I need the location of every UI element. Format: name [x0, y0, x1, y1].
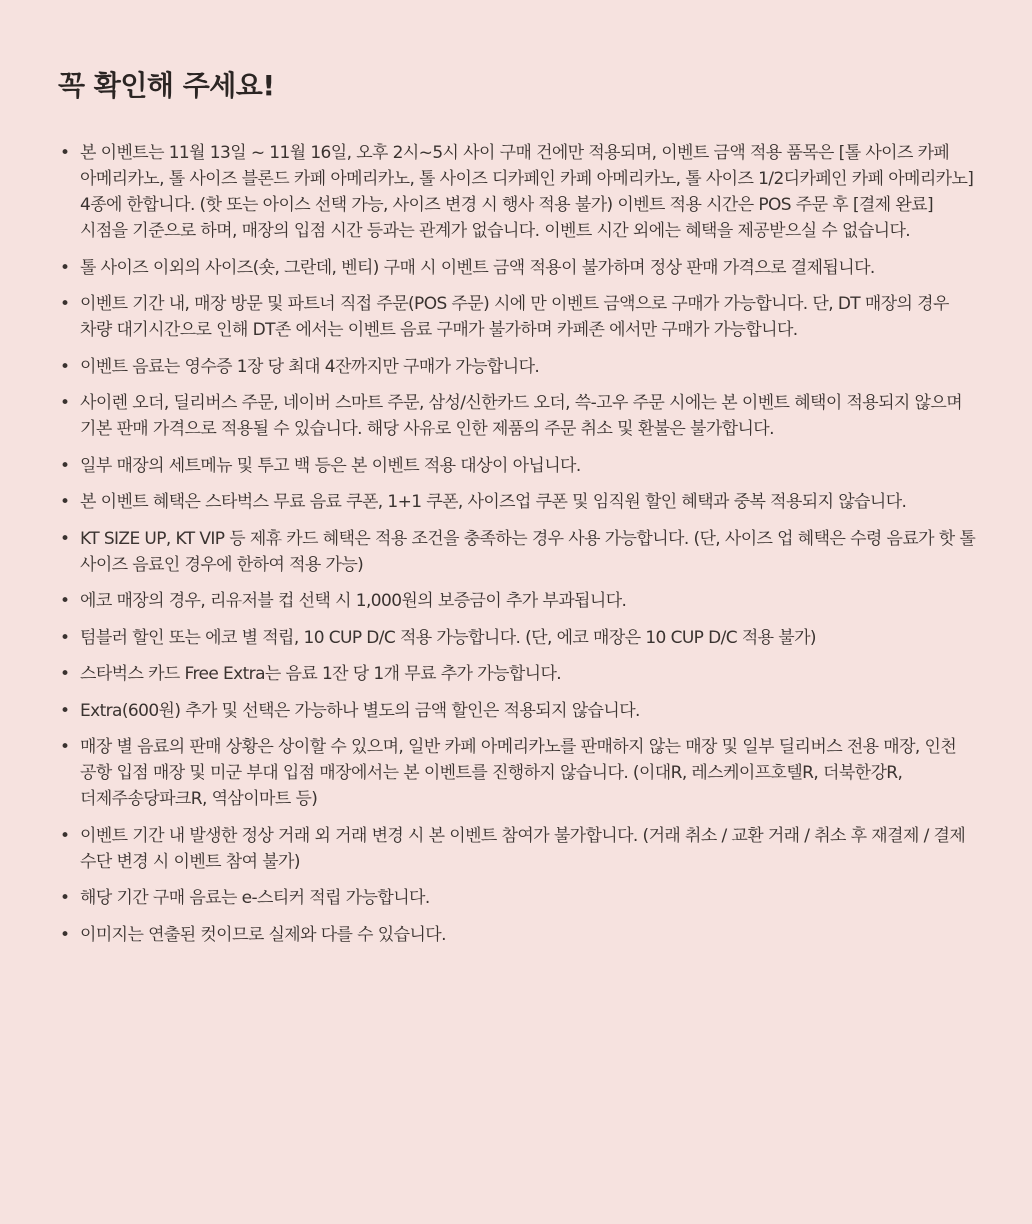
notice-item-text: KT SIZE UP, KT VIP 등 제휴 카드 혜택은 적용 조건을 충족하는 경우 사용 가능합니다. (단, 사이즈 업 혜택은 수령 음료가 핫 톨 사이즈 음료인 경우에 한하여 적용 가능): [80, 528, 976, 575]
notice-item: [58, 255, 982, 281]
bullet-icon: •: [60, 294, 70, 314]
notice-item-text: 텀블러 할인 또는 에코 별 적립, 10 CUP D/C 적용 가능합니다. (단, 에코 매장은 10 CUP D/C 적용 불가): [80, 627, 816, 648]
notice-item: [58, 661, 982, 687]
notice-item-text: 해당 기간 구매 음료는 e-스티커 적립 가능합니다.: [80, 888, 430, 908]
bullet-icon: •: [60, 143, 70, 163]
bullet-icon: •: [60, 700, 70, 721]
notice-item: [58, 922, 982, 948]
notice-item: [58, 734, 982, 812]
notice-item-text: 매장 별 음료의 판매 상황은 상이할 수 있으며, 일반 카페 아메리카노를 판매하지 않는 매장 및 일부 딜리버스 전용 매장, 인천 공항 입점 매장 및 미군 부대 입점 매장에서는 본 이벤트를 진행하지 않습니다. (이대R, 레스케이프호텔R, 더북한강R, 더제주송당파크R, 역삼이마트 등): [80, 737, 957, 809]
notice-item-text: Extra(600원) 추가 및 선택은 가능하나 별도의 금액 할인은 적용되지 않습니다.: [80, 700, 640, 721]
bullet-icon: •: [60, 492, 70, 512]
notice-item: [58, 291, 982, 343]
bullet-icon: •: [60, 356, 70, 377]
bullet-icon: •: [60, 924, 70, 945]
notice-item-text: 일부 매장의 세트메뉴 및 투고 백 등은 본 이벤트 적용 대상이 아닙니다.: [80, 455, 581, 476]
bullet-icon: •: [60, 528, 70, 549]
notice-item-text: 이벤트 음료는 영수증 1장 당 최대 4잔까지만 구매가 가능합니다.: [80, 356, 540, 377]
notice-item: [58, 453, 982, 479]
notice-item: [58, 489, 982, 515]
notice-item: [58, 698, 982, 724]
notice-item: [58, 140, 982, 244]
bullet-icon: •: [60, 825, 70, 846]
notice-item: [58, 526, 982, 578]
bullet-icon: •: [60, 664, 70, 684]
notice-item-text: 이미지는 연출된 컷이므로 실제와 다를 수 있습니다.: [80, 924, 446, 945]
notice-item-text: 에코 매장의 경우, 리유저블 컵 선택 시 1,000원의 보증금이 추가 부과됩니다.: [80, 591, 627, 611]
bullet-icon: •: [60, 257, 70, 278]
notice-item: [58, 588, 982, 614]
notice-item: [58, 823, 982, 875]
notice-item-text: 사이렌 오더, 딜리버스 주문, 네이버 스마트 주문, 삼성/신한카드 오더, 쓱-고우 주문 시에는 본 이벤트 혜택이 적용되지 않으며 기본 판매 가격으로 적용될 수 있습니다. 해당 사유로 인한 제품의 주문 취소 및 환불은 불가합니다.: [80, 393, 963, 439]
notice-item: [58, 885, 982, 911]
notice-item-text: 톨 사이즈 이외의 사이즈(숏, 그란데, 벤티) 구매 시 이벤트 금액 적용이 불가하며 정상 판매 가격으로 결제됩니다.: [80, 257, 875, 278]
notice-item-text: 본 이벤트는 11월 13일 ~ 11월 16일, 오후 2시~5시 사이 구매 건에만 적용되며, 이벤트 금액 적용 품목은 [톨 사이즈 카페 아메리카노, 톨 사이즈 블론드 카페 아메리카노, 톨 사이즈 디카페인 카페 아메리카노, 톨 사이즈 1/2디카페인 카페 아메리카노] 4종에 한합니다. (핫 또는 아이스 선택 가능, 사이즈 변경 시 행사 적용 불가) 이벤트 적용 시간은 POS 주문 후 [결제 완료] 시점을 기준으로 하며, 매장의 입점 시간 등과는 관계가 없습니다. 이벤트 시간 외에는 혜택을 제공받으실 수 없습니다.: [80, 143, 974, 241]
notice-item-text: 스타벅스 카드 Free Extra는 음료 1잔 당 1개 무료 추가 가능합니다.: [80, 664, 562, 684]
bullet-icon: •: [60, 737, 70, 757]
bullet-icon: •: [60, 627, 70, 648]
notice-item: [58, 625, 982, 651]
notice-item: [58, 390, 982, 442]
notice-title: 꼭 확인해 주세요!: [58, 69, 275, 102]
notice-item-text: 본 이벤트 혜택은 스타벅스 무료 음료 쿠폰, 1+1 쿠폰, 사이즈업 쿠폰 및 임직원 할인 혜택과 중복 적용되지 않습니다.: [80, 492, 907, 512]
notice-list: [58, 140, 982, 948]
notice-item-text: 이벤트 기간 내 발생한 정상 거래 외 거래 변경 시 본 이벤트 참여가 불가합니다. (거래 취소 / 교환 거래 / 취소 후 재결제 / 결제 수단 변경 시 이벤트 참여 불가): [80, 825, 966, 872]
bullet-icon: •: [60, 591, 70, 611]
bullet-icon: •: [60, 888, 70, 908]
bullet-icon: •: [60, 393, 70, 413]
notice-item-text: 이벤트 기간 내, 매장 방문 및 파트너 직접 주문(POS 주문) 시에 만 이벤트 금액으로 구매가 가능합니다. 단, DT 매장의 경우 차량 대기시간으로 인해 DT존 에서는 이벤트 음료 구매가 불가하며 카페존 에서만 구매가 가능합니다.: [80, 294, 949, 340]
notice-item: [58, 354, 982, 380]
bullet-icon: •: [60, 455, 70, 476]
